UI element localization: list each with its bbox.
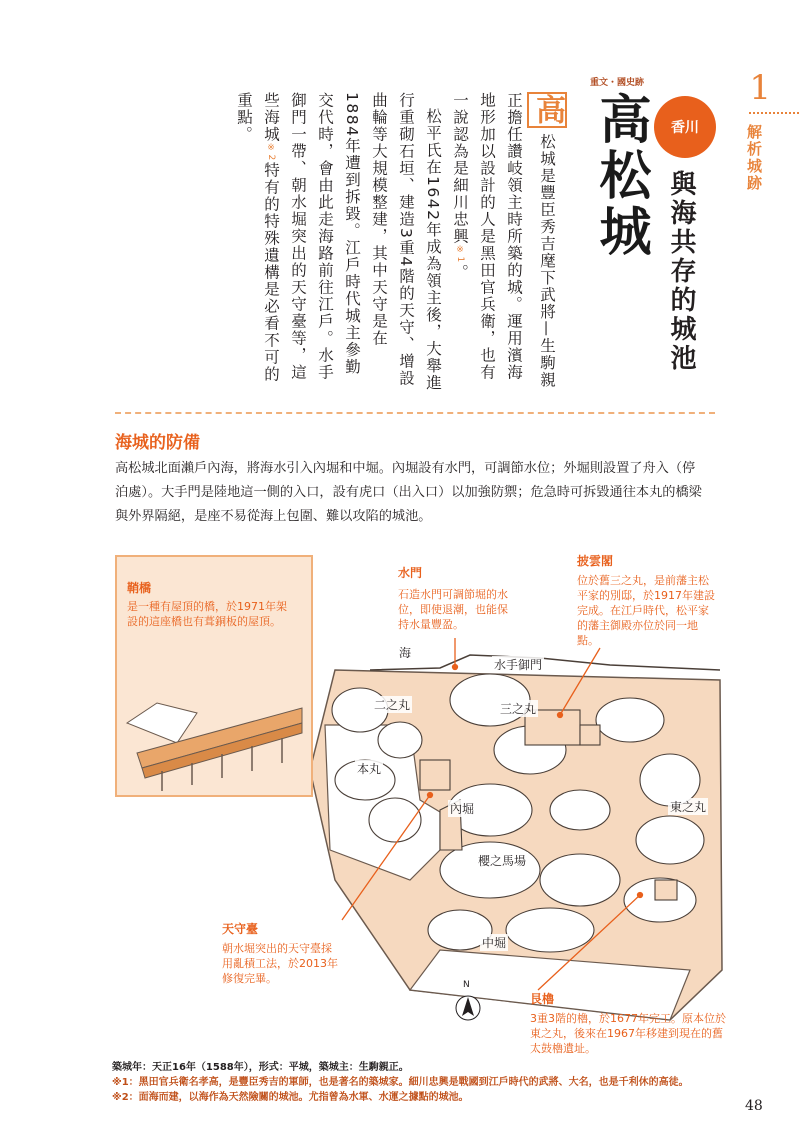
- north-arrow-icon: [456, 996, 480, 1020]
- hiunkaku-text: 位於舊三之丸，是前藩主松平家的別邸，於1917年建設完成。在江戶時代，松平家的藩主御殿亦位於同一地點。: [577, 574, 715, 647]
- suimon-text: 石造水門可調節堀的水位，即使退潮，也能保持水量豐盈。: [398, 588, 508, 631]
- intro-p2-text: 松平氏在1642年成為領主後，大舉進行重砌石垣、建造3重4階的天守、增設曲輪等大規模整建，其中天守是在1884年遭到拆毀。江戶時代城主參勤交代時，會由此走海路前往江戶。水手御門一帶、朝水堀突出的天守臺等，這些海城: [262, 92, 442, 391]
- callout-hiunkaku: [577, 552, 717, 648]
- intro-paragraph-2: [230, 92, 446, 392]
- label-ninomaru: 二之丸: [374, 698, 411, 712]
- label-north: N: [463, 980, 470, 990]
- intro-paragraph-1: [446, 92, 567, 392]
- label-sannomaru: 三之丸: [500, 702, 537, 716]
- callout-suimon: [398, 564, 518, 632]
- note-ref-1: ※1: [455, 245, 465, 264]
- page-number: 48: [745, 1098, 763, 1114]
- prefecture-badge: 香川: [654, 96, 716, 158]
- saya-bridge-title: 鞘橋: [127, 581, 152, 595]
- castle-map: [110, 550, 730, 1055]
- chapter-label: 解析城跡: [745, 124, 763, 192]
- label-uchibori: 內堀: [450, 802, 475, 816]
- callout-ushitora: [530, 990, 726, 1056]
- label-honmaru: 本丸: [357, 762, 382, 776]
- note-ref-2: ※2: [266, 143, 276, 162]
- label-sakuranobaba: 櫻之馬場: [478, 854, 527, 868]
- saya-bridge-inset: [115, 555, 313, 797]
- tenshudai-title: 天守臺: [222, 922, 259, 936]
- label-nakabori: 中堀: [482, 936, 507, 950]
- tenshudai-text: 朝水堀突出的天守臺採用亂積工法，於2013年修復完畢。: [222, 942, 338, 985]
- dropcap: 高: [527, 92, 567, 128]
- suimon-title: 水門: [398, 566, 423, 580]
- page-subtitle: 與海共存的城池: [666, 170, 696, 373]
- footnote-built: 築城年：天正16年（1588年），形式：平城，築城主：生駒親正。: [112, 1062, 409, 1073]
- page-title: 高松城: [590, 92, 650, 260]
- saya-bridge-illustration: [117, 653, 307, 793]
- intro-text: [230, 92, 567, 392]
- footnote-1: ※1：黑田官兵衛名孝高，是豐臣秀吉的軍師，也是著名的築城家。細川忠興是戰國到江戶時代的武將、大名，也是千利休的高徒。: [112, 1077, 689, 1088]
- footnotes: [112, 1060, 722, 1105]
- chapter-rule: [749, 112, 799, 114]
- category-tag: 重文・國史跡: [590, 78, 645, 88]
- section-divider: [115, 412, 715, 414]
- intro-p1-end: 。: [451, 263, 469, 281]
- label-umi: 海: [399, 646, 412, 660]
- saya-bridge-text: 是一種有屋頂的橋，於1971年架設的這座橋也有葺銅板的屋頂。: [127, 600, 287, 628]
- ushitora-title: 艮櫓: [530, 992, 555, 1006]
- section-heading: 海城的防備: [115, 433, 200, 453]
- label-mizute-gate: 水手御門: [494, 658, 543, 672]
- intro-p2-end: 特有的特殊遺構是必看不可的重點。: [235, 92, 280, 383]
- label-higashinomaru: 東之丸: [670, 800, 707, 814]
- chapter-number: 1: [749, 68, 771, 108]
- intro-p1-text: 松城是豐臣秀吉麾下武將—生駒親正擔任讚岐領主時所築的城。運用濱海地形加以設計的人是黑田官兵衛，也有一說認為是細川忠興: [451, 92, 556, 389]
- ushitora-text: 3重3階的櫓，於1677年完工。原本位於東之丸，後來在1967年移建到現在的舊太鼓櫓遺址。: [530, 1012, 726, 1055]
- footnote-2: ※2：面海而建，以海作為天然險關的城池。尤指曾為水軍、水運之據點的城池。: [112, 1092, 469, 1103]
- hiunkaku-title: 披雲閣: [577, 554, 614, 568]
- callout-tenshudai: [222, 920, 342, 986]
- section-text: 高松城北面瀨戶內海，將海水引入內堀和中堀。內堀設有水門，可調節水位；外堀則設置了舟入（停泊處）。大手門是陸地這一側的入口，設有虎口（出入口）以加強防禦；危急時可拆毀通往本丸的橋梁與外界隔絕，是座不易從海上包圍、難以攻陷的城池。: [115, 461, 702, 524]
